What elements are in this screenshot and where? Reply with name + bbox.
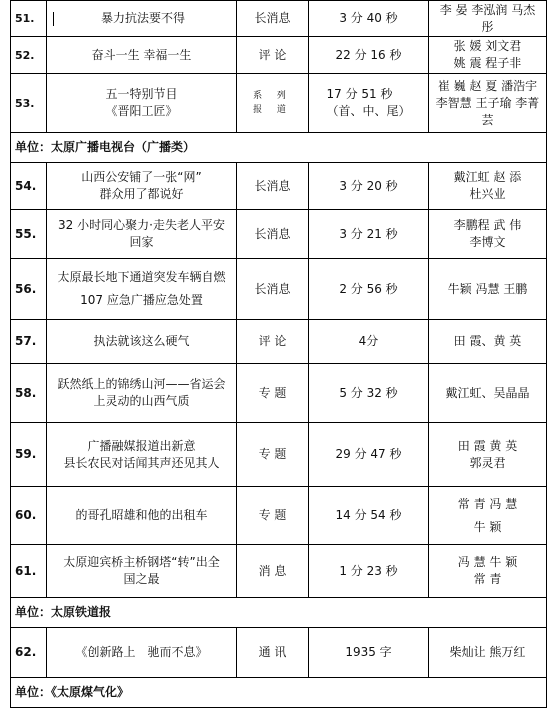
entry-type: 长消息 <box>237 1 309 37</box>
unit-row <box>11 133 547 163</box>
duration-note: （首、中、尾） <box>326 104 411 118</box>
entry-duration: 3 分 20 秒 <box>309 163 429 210</box>
entry-type: 长消息 <box>237 210 309 259</box>
entry-title: 《创新路上 驰而不息》 <box>47 628 237 678</box>
entry-title: 32 小时同心聚力·走失老人平安 回家 <box>47 210 237 259</box>
entry-authors: 柴灿让 熊万红 <box>429 628 547 678</box>
table-row <box>11 37 547 74</box>
entry-authors: 李 晏 李泓润 马杰 彤 <box>429 1 547 37</box>
entry-type: 消 息 <box>237 545 309 598</box>
entry-duration: 1 分 23 秒 <box>309 545 429 598</box>
table-row <box>11 320 547 364</box>
entry-number: 60. <box>11 487 47 545</box>
entry-title: 的哥孔昭雄和他的出租车 <box>47 487 237 545</box>
entry-authors: 戴江虹、吴晶晶 <box>429 364 547 423</box>
entry-number: 58. <box>11 364 47 423</box>
entry-duration: 14 分 54 秒 <box>309 487 429 545</box>
unit-label: 单位：《太原煤气化》 <box>11 678 547 708</box>
entry-type: 评 论 <box>237 320 309 364</box>
table-row <box>11 1 547 37</box>
entry-title: 太原最长地下通道突发车辆自燃 107 应急广播应急处置 <box>47 259 237 320</box>
entry-authors: 牛颖 冯慧 王鹏 <box>429 259 547 320</box>
entry-number: 53. <box>11 74 47 133</box>
table-row <box>11 628 547 678</box>
unit-label: 单位：太原铁道报 <box>11 598 547 628</box>
entry-authors: 冯 慧 牛 颖 常 青 <box>429 545 547 598</box>
entry-title: 太原迎宾桥主桥钢塔“转”出全 国之最 <box>47 545 237 598</box>
entry-authors: 张 媛 刘文君 姚 震 程子非 <box>429 37 547 74</box>
entry-type: 专 题 <box>237 364 309 423</box>
entry-title: 广播融媒报道出新意 县长农民对话闻其声还见其人 <box>47 423 237 487</box>
entry-number: 52. <box>11 37 47 74</box>
entry-authors: 李鹏程 武 伟 李博文 <box>429 210 547 259</box>
entry-title: 山西公安铺了一张“网” 群众用了都说好 <box>47 163 237 210</box>
entry-duration: 3 分 40 秒 <box>309 1 429 37</box>
entry-duration: 5 分 32 秒 <box>309 364 429 423</box>
table-row <box>11 74 547 133</box>
entry-number: 59. <box>11 423 47 487</box>
awards-table <box>10 0 547 708</box>
entry-title: 五一特别节目 《晋阳工匠》 <box>47 74 237 133</box>
entry-duration: 29 分 47 秒 <box>309 423 429 487</box>
unit-row <box>11 598 547 628</box>
entry-type: 通 讯 <box>237 628 309 678</box>
table-row <box>11 545 547 598</box>
table-row <box>11 163 547 210</box>
entry-title: 奋斗一生 幸福一生 <box>47 37 237 74</box>
entry-duration: 1935 字 <box>309 628 429 678</box>
entry-number: 54. <box>11 163 47 210</box>
entry-number: 62. <box>11 628 47 678</box>
entry-type: 长消息 <box>237 259 309 320</box>
entry-type: 长消息 <box>237 163 309 210</box>
entry-title: 暴力抗法要不得 <box>47 1 237 37</box>
entry-authors: 田 霞、黄 英 <box>429 320 547 364</box>
entry-number: 61. <box>11 545 47 598</box>
table-row <box>11 259 547 320</box>
entry-authors: 常 青 冯 慧 牛 颖 <box>429 487 547 545</box>
entry-number: 57. <box>11 320 47 364</box>
entry-authors: 戴江虹 赵 添 杜兴业 <box>429 163 547 210</box>
entry-number: 55. <box>11 210 47 259</box>
unit-row <box>11 678 547 708</box>
entry-authors: 崔 巍 赵 夏 潘浩宇 李智慧 王子瑜 李菁芸 <box>429 74 547 133</box>
entry-number: 51. <box>11 1 47 37</box>
entry-title: 执法就该这么硬气 <box>47 320 237 364</box>
entry-type: 评 论 <box>237 37 309 74</box>
table-row <box>11 364 547 423</box>
entry-duration: 22 分 16 秒 <box>309 37 429 74</box>
entry-duration: 17 分 51 秒（首、中、尾） <box>309 74 429 133</box>
table-row <box>11 487 547 545</box>
entry-duration: 3 分 21 秒 <box>309 210 429 259</box>
entry-duration: 2 分 56 秒 <box>309 259 429 320</box>
unit-label: 单位：太原广播电视台（广播类） <box>11 133 547 163</box>
entry-title: 跃然纸上的锦绣山河——省运会 上灵动的山西气质 <box>47 364 237 423</box>
entry-type: 系 列 报 道 <box>237 74 309 133</box>
entry-duration: 4分 <box>309 320 429 364</box>
text-cursor <box>53 12 54 26</box>
table-row <box>11 423 547 487</box>
entry-authors: 田 霞 黄 英 郭灵君 <box>429 423 547 487</box>
table-row <box>11 210 547 259</box>
entry-type: 专 题 <box>237 487 309 545</box>
entry-number: 56. <box>11 259 47 320</box>
entry-type: 专 题 <box>237 423 309 487</box>
